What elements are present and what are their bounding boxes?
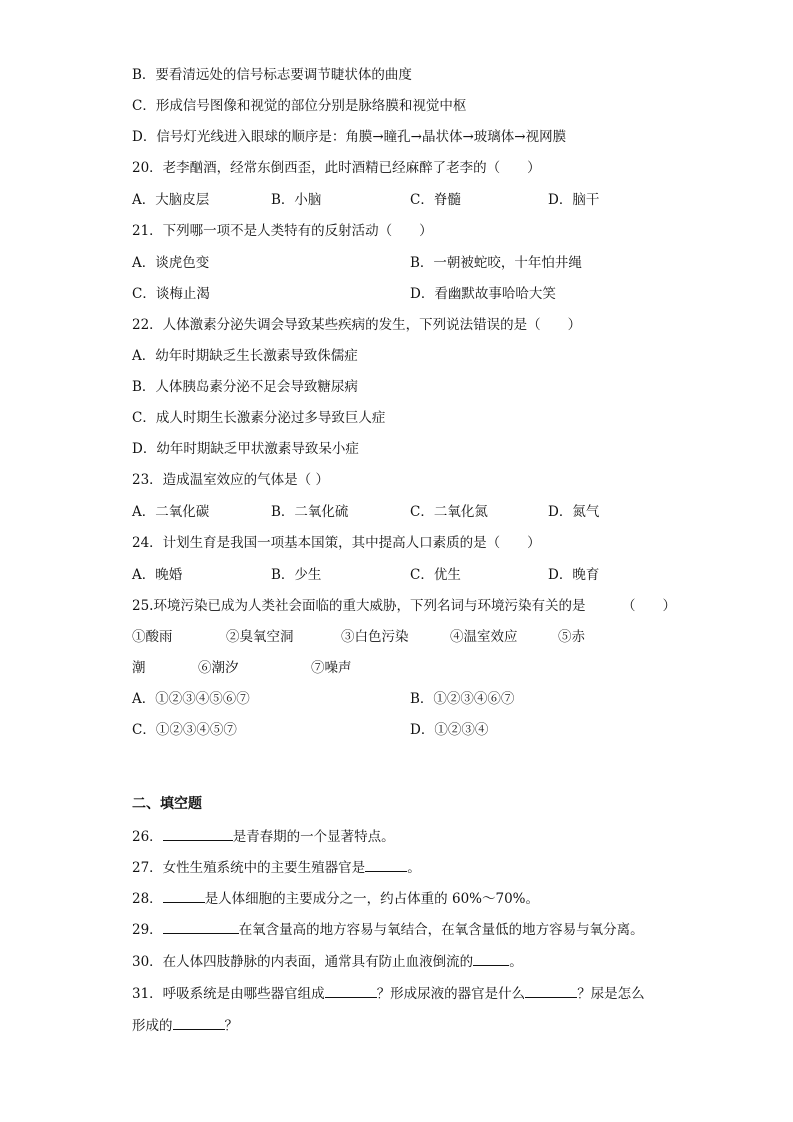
q22-option-a: A．幼年时期缺乏生长激素导致侏儒症 — [132, 348, 358, 364]
q25-item-5: ⑤赤 — [558, 629, 585, 645]
q23-option-a: A．二氧化碳 — [132, 504, 210, 520]
q23-stem: 23．造成温室效应的气体是（ ） — [132, 472, 329, 488]
q28-number: 28． — [132, 891, 163, 907]
q26 — [132, 826, 395, 846]
q31-line-2 — [132, 1015, 238, 1035]
q31-blank-3[interactable] — [173, 1015, 225, 1030]
q28-text: 是人体细胞的主要成分之一，约占体重的 60%～70%。 — [204, 891, 539, 907]
q31-part-1: 31．呼吸系统是由哪些器官组成 — [132, 986, 325, 1002]
q26-text: 是青春期的一个显著特点。 — [232, 829, 395, 845]
q22-stem: 22．人体激素分泌失调会导致某些疾病的发生，下列说法错误的是（ ） — [132, 317, 582, 333]
q22-option-b: B．人体胰岛素分泌不足会导致糖尿病 — [132, 379, 358, 395]
q19-option-c: C．形成信号图像和视觉的部位分别是脉络膜和视觉中枢 — [132, 98, 467, 114]
q19-option-d: D．信号灯光线进入眼球的顺序是：角膜→瞳孔→晶状体→玻璃体→视网膜 — [132, 129, 567, 145]
q25-option-c: C．①②③④⑤⑦ — [132, 722, 237, 738]
q20-option-d: D．脑干 — [548, 192, 600, 208]
q23-option-d: D．氮气 — [548, 504, 600, 520]
q29-blank[interactable] — [163, 919, 239, 934]
q20-option-b: B．小脑 — [271, 192, 322, 208]
q29-number: 29． — [132, 922, 163, 938]
q30 — [132, 951, 523, 971]
q21-option-b: B．一朝被蛇咬，十年怕井绳 — [410, 255, 582, 271]
q25-answer-paren: （ ） — [622, 598, 676, 614]
q29 — [132, 919, 644, 939]
q25-stem: 25.环境污染已成为人类社会面临的重大威胁，下列名词与环境污染有关的是 — [132, 598, 586, 614]
q20-stem: 20．老李酗酒，经常东倒西歪，此时酒精已经麻醉了老李的（ ） — [132, 160, 541, 176]
q24-option-d: D．晚育 — [548, 567, 600, 583]
q23-option-c: C．二氧化氮 — [410, 504, 488, 520]
q25-item-3: ③白色污染 — [341, 629, 409, 645]
q31-blank-2[interactable] — [525, 983, 577, 998]
q30-text: 30．在人体四肢静脉的内表面，通常具有防止血液倒流的 — [132, 954, 474, 970]
q27-text: 27．女性生殖系统中的主要生殖器官是 — [132, 860, 366, 876]
q20-option-a: A．大脑皮层 — [132, 192, 210, 208]
q31-blank-1[interactable] — [325, 983, 377, 998]
q30-end: 。 — [509, 954, 523, 970]
q31-part-4: 形成的 — [132, 1018, 173, 1034]
q24-option-a: A．晚婚 — [132, 567, 183, 583]
q25-option-b: B．①②③④⑥⑦ — [410, 691, 515, 707]
q25-option-a: A．①②③④⑤⑥⑦ — [132, 691, 250, 707]
q25-item-2: ②臭氧空洞 — [226, 629, 294, 645]
q22-option-d: D．幼年时期缺乏甲状激素导致呆小症 — [132, 441, 359, 457]
q31-end: ？ — [224, 1018, 238, 1034]
q27 — [132, 857, 421, 877]
q21-option-d: D．看幽默故事哈哈大笑 — [410, 286, 556, 302]
q28-blank[interactable] — [163, 888, 205, 903]
q27-end: 。 — [407, 860, 421, 876]
q27-blank[interactable] — [365, 857, 407, 872]
q21-stem: 21．下列哪一项不是人类特有的反射活动（ ） — [132, 223, 433, 239]
q20-option-c: C．脊髓 — [410, 192, 461, 208]
q28 — [132, 888, 539, 908]
q31-part-3: ？尿是怎么 — [577, 986, 645, 1002]
q31-part-2: ？形成尿液的器官是什么 — [376, 986, 526, 1002]
q21-option-c: C．谈梅止渴 — [132, 286, 210, 302]
q25-option-d: D．①②③④ — [410, 722, 489, 738]
q30-blank[interactable] — [473, 951, 509, 966]
q25-item-4: ④温室效应 — [450, 629, 518, 645]
q24-option-b: B．少生 — [271, 567, 322, 583]
q25-item-5-cont: 潮 — [132, 660, 146, 676]
q21-option-a: A．谈虎色变 — [132, 255, 210, 271]
q31-line-1 — [132, 983, 645, 1003]
q25-item-6: ⑥潮汐 — [198, 660, 239, 676]
q29-text: 在氧含量高的地方容易与氧结合，在氧含量低的地方容易与氧分离。 — [238, 922, 644, 938]
q19-option-b: B．要看清远处的信号标志要调节睫状体的曲度 — [132, 67, 412, 83]
q22-option-c: C．成人时期生长激素分泌过多导致巨人症 — [132, 410, 386, 426]
q24-stem: 24．计划生育是我国一项基本国策，其中提高人口素质的是（ ） — [132, 535, 541, 551]
q26-number: 26． — [132, 829, 163, 845]
q24-option-c: C．优生 — [410, 567, 461, 583]
q25-item-7: ⑦噪声 — [311, 660, 352, 676]
q23-option-b: B．二氧化硫 — [271, 504, 349, 520]
q25-item-1: ①酸雨 — [132, 629, 173, 645]
q26-blank[interactable] — [163, 826, 233, 841]
section-title-fill-in: 二、填空题 — [132, 796, 202, 812]
